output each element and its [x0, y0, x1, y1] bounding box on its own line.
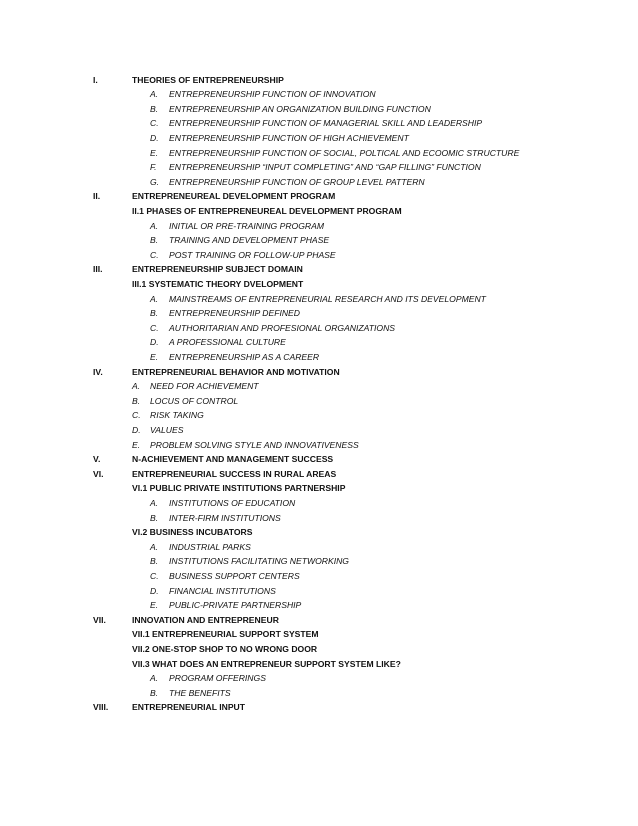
- subsection-title: VII.2 ONE-STOP SHOP TO NO WRONG DOOR: [132, 643, 318, 654]
- item-text: INITIAL OR PRE-TRAINING PROGRAM: [169, 220, 325, 231]
- item-letter: E.: [150, 147, 159, 158]
- item-letter: B.: [150, 235, 159, 246]
- item-letter: G.: [150, 176, 160, 187]
- item-letter: A.: [150, 497, 159, 508]
- item-text: ENTREPRENEURSHIP AN ORGANIZATION BUILDING FUNCTION: [169, 103, 431, 114]
- section-title: THEORIES OF ENTREPRENEURSHIP: [132, 74, 284, 85]
- item-letter: C.: [150, 570, 159, 581]
- subsection-title: VII.3 WHAT DOES AN ENTREPRENEUR SUPPORT SYSTEM LIKE?: [132, 658, 401, 669]
- item-letter: D.: [150, 585, 159, 596]
- item-text: PROBLEM SOLVING STYLE AND INNOVATIVENESS: [150, 439, 359, 450]
- item-letter: A.: [150, 89, 159, 100]
- item-text: NEED FOR ACHIEVEMENT: [150, 381, 259, 392]
- item-letter: E.: [150, 351, 159, 362]
- section-title: ENTREPRENEURIAL INPUT: [132, 702, 246, 713]
- item-text: AUTHORITARIAN AND PROFESIONAL ORGANIZATIONS: [169, 322, 396, 333]
- item-letter: F.: [150, 162, 157, 173]
- item-text: ENTREPRENEURSHIP FUNCTION OF HIGH ACHIEVEMENT: [169, 132, 409, 143]
- item-text: ENTREPRENEURSHIP FUNCTION OF INNOVATION: [169, 89, 376, 100]
- item-letter: B.: [150, 103, 159, 114]
- section-number: VII.: [93, 614, 106, 625]
- item-letter: D.: [150, 132, 159, 143]
- item-letter: C.: [150, 118, 159, 129]
- item-letter: E.: [150, 600, 159, 611]
- section-number: V.: [93, 454, 101, 465]
- item-letter: A.: [150, 541, 159, 552]
- item-letter: A.: [150, 673, 159, 684]
- item-letter: C.: [132, 410, 141, 421]
- item-text: INTER-FIRM INSTITUTIONS: [169, 512, 281, 523]
- subsection-title: III.1 SYSTEMATIC THEORY DVELOPMENT: [132, 278, 304, 289]
- subsection-title: VII.1 ENTREPRENEURIAL SUPPORT SYSTEM: [132, 629, 319, 640]
- item-text: POST TRAINING OR FOLLOW-UP PHASE: [169, 249, 336, 260]
- item-letter: B.: [150, 308, 159, 319]
- item-text: INSTITUTIONS OF EDUCATION: [169, 497, 296, 508]
- section-title: ENTREPRENEURSHIP SUBJECT DOMAIN: [132, 264, 303, 275]
- item-letter: B.: [150, 687, 159, 698]
- section-title: ENTREPRENEURIAL BEHAVIOR AND MOTIVATION: [132, 366, 340, 377]
- item-letter: C.: [150, 322, 159, 333]
- item-text: INSTITUTIONS FACILITATING NETWORKING: [169, 556, 349, 567]
- item-letter: B.: [132, 395, 141, 406]
- item-text: PROGRAM OFFERINGS: [169, 673, 266, 684]
- item-letter: E.: [132, 439, 141, 450]
- item-text: TRAINING AND DEVELOPMENT PHASE: [169, 235, 330, 246]
- item-text: A PROFESSIONAL CULTURE: [169, 337, 286, 348]
- section-number: I.: [93, 74, 98, 85]
- section-number: II.: [93, 191, 101, 202]
- item-text: FINANCIAL INSTITUTIONS: [169, 585, 276, 596]
- item-letter: A.: [132, 381, 141, 392]
- item-letter: A.: [150, 220, 159, 231]
- item-letter: A.: [150, 293, 159, 304]
- item-text: ENTREPRENEURSHIP AS A CAREER: [169, 351, 320, 362]
- item-text: ENTREPRENEURSHIP “INPUT COMPLETING” AND “GAP FILLING” FUNCTION: [169, 162, 481, 173]
- section-number: IV.: [93, 366, 103, 377]
- item-letter: B.: [150, 512, 159, 523]
- item-text: ENTREPRENEURSHIP FUNCTION OF SOCIAL, POLTICAL AND ECOOMIC STRUCTURE: [169, 147, 520, 158]
- item-text: BUSINESS SUPPORT CENTERS: [169, 570, 300, 581]
- item-text: ENTREPRENEURSHIP FUNCTION OF MANAGERIAL SKILL AND LEADERSHIP: [169, 118, 483, 129]
- item-text: INDUSTRIAL PARKS: [169, 541, 251, 552]
- section-number: VIII.: [93, 702, 109, 713]
- item-text: ENTREPRENEURSHIP FUNCTION OF GROUP LEVEL PATTERN: [169, 176, 425, 187]
- item-letter: B.: [150, 556, 159, 567]
- item-text: LOCUS OF CONTROL: [150, 395, 239, 406]
- item-text: VALUES: [150, 424, 184, 435]
- item-letter: C.: [150, 249, 159, 260]
- item-text: THE BENEFITS: [169, 687, 231, 698]
- item-text: PUBLIC-PRIVATE PARTNERSHIP: [169, 600, 302, 611]
- section-title: ENTREPRENEUREAL DEVELOPMENT PROGRAM: [132, 191, 336, 202]
- item-text: RISK TAKING: [150, 410, 204, 421]
- section-title: INNOVATION AND ENTREPRENEUR: [132, 614, 279, 625]
- section-number: III.: [93, 264, 103, 275]
- item-letter: D.: [132, 424, 141, 435]
- subsection-title: VI.2 BUSINESS INCUBATORS: [132, 527, 253, 538]
- item-letter: D.: [150, 337, 159, 348]
- subsection-title: II.1 PHASES OF ENTREPRENEUREAL DEVELOPMENT PROGRAM: [132, 205, 402, 216]
- subsection-title: VI.1 PUBLIC PRIVATE INSTITUTIONS PARTNERSHIP: [132, 483, 346, 494]
- item-text: ENTREPRENEURSHIP DEFINED: [169, 308, 300, 319]
- section-number: VI.: [93, 468, 104, 479]
- section-title: ENTREPRENEURIAL SUCCESS IN RURAL AREAS: [132, 468, 337, 479]
- item-text: MAINSTREAMS OF ENTREPRENEURIAL RESEARCH AND ITS DEVELOPMENT: [169, 293, 486, 304]
- section-title: N-ACHIEVEMENT AND MANAGEMENT SUCCESS: [132, 454, 334, 465]
